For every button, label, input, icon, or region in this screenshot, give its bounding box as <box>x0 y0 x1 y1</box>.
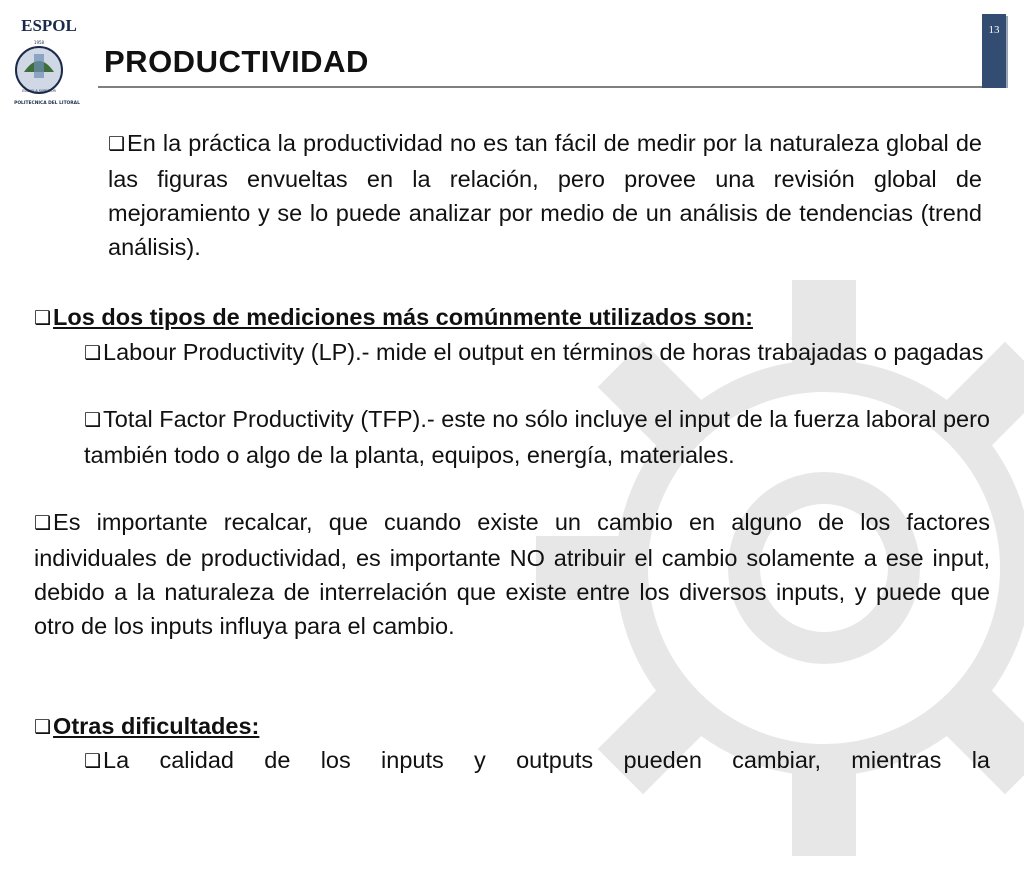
heading-measurement-types <box>34 300 984 336</box>
paragraph-productivity-measure <box>108 126 982 264</box>
heading-text: Otras dificultades: <box>53 713 260 739</box>
logo-year: 1958 <box>33 40 45 45</box>
checkbox-bullet-icon: ❑ <box>34 307 52 329</box>
list-item-text: Total Factor Productivity (TFP).- este no sólo incluye el input de la fuerza laboral pero también todo o algo de la planta, equipos, energía, materiales. <box>84 406 990 468</box>
list-item-text: Labour Productivity (LP).- mide el output en términos de horas trabajadas o pagadas <box>103 339 984 365</box>
list-item-input-output-quality <box>84 743 990 779</box>
checkbox-bullet-icon: ❑ <box>84 342 102 364</box>
checkbox-bullet-icon: ❑ <box>108 133 126 155</box>
paragraph-interrelation <box>34 505 990 643</box>
list-item-text: La calidad de los inputs y outputs pueden cambiar, mientras la <box>103 747 990 773</box>
list-item-total-factor-productivity <box>84 402 990 472</box>
logo-footer: POLITECNICA DEL LITORAL <box>14 101 80 106</box>
logo-ribbon: ESCUELA SUPERIOR <box>22 89 56 93</box>
checkbox-bullet-icon: ❑ <box>34 512 52 534</box>
heading-text: Los dos tipos de mediciones más comúnmente utilizados son: <box>53 304 753 330</box>
paragraph-text: Es importante recalcar, que cuando existe un cambio en alguno de los factores individuales de productividad, es importante NO atribuir el cambio solamente a ese input, debido a la naturaleza de interrelación que existe entre los diversos inputs, y puede que otro de los inputs influya para el cambio. <box>34 509 990 639</box>
checkbox-bullet-icon: ❑ <box>84 750 102 772</box>
checkbox-bullet-icon: ❑ <box>84 409 102 431</box>
list-item-labour-productivity <box>84 335 990 371</box>
slide-title: PRODUCTIVIDAD <box>104 44 369 79</box>
heading-other-difficulties <box>34 709 984 745</box>
logo-wordmark: ESPOL <box>21 16 77 35</box>
paragraph-text: En la práctica la productividad no es tan fácil de medir por la naturaleza global de las figuras envueltas en la relación, pero provee una revisión global de mejoramiento y se lo puede analizar por medio de un análisis de tendencias (trend análisis). <box>108 130 982 260</box>
checkbox-bullet-icon: ❑ <box>34 716 52 738</box>
slide-number: 13 <box>988 24 1000 36</box>
